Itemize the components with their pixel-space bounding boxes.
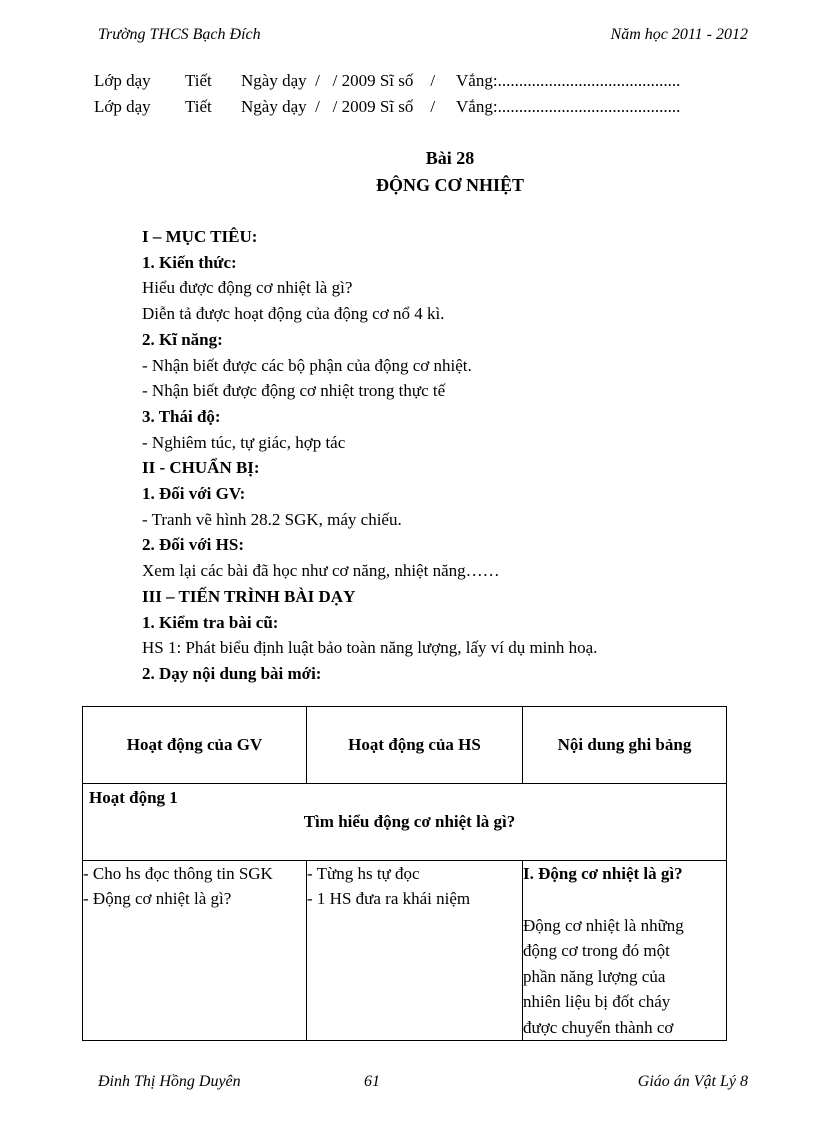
text-line: - Nhận biết được các bộ phận của động cơ nhiệt. xyxy=(142,355,472,375)
gv-activity-cell xyxy=(83,861,307,1041)
class-label: Lớp dạy xyxy=(94,71,151,90)
hs-activity-cell xyxy=(307,861,523,1041)
content-line: Động cơ nhiệt là những xyxy=(523,915,684,935)
header-year: Năm học 2011 - 2012 xyxy=(610,26,748,43)
footer-author: Đinh Thị Hồng Duyên xyxy=(98,1073,241,1090)
subsection-heading: 1. Đối với GV: xyxy=(142,484,246,504)
class-details: Ngày dạy / / 2009 Sĩ số / Vắng:........................................... xyxy=(241,97,681,116)
class-row xyxy=(94,71,680,91)
board-content-cell xyxy=(523,861,727,1041)
content-line: động cơ trong đó một xyxy=(523,941,670,960)
list-item: - Từng hs tự đọc xyxy=(307,864,420,883)
text-line: - Nghiêm túc, tự giác, hợp tác xyxy=(142,432,346,452)
column-header-content: Nội dung ghi bảng xyxy=(523,707,727,784)
subsection-heading: 1. Kiến thức: xyxy=(142,252,237,272)
section-heading: I – MỤC TIÊU: xyxy=(142,227,258,246)
content-line: phần năng lượng của xyxy=(523,966,666,986)
lesson-title: ĐỘNG CƠ NHIỆT xyxy=(375,175,525,195)
subsection-heading: 2. Dạy nội dung bài mới: xyxy=(142,663,322,683)
period-label: Tiết xyxy=(185,97,212,116)
lesson-table xyxy=(82,706,727,1041)
content-line: nhiên liệu bị đốt cháy xyxy=(523,992,671,1011)
class-row xyxy=(94,97,680,117)
section-heading: III – TIẾN TRÌNH BÀI DẠY xyxy=(142,586,356,606)
subsection-heading: 2. Đối với HS: xyxy=(142,535,244,555)
activity-title: Tìm hiểu động cơ nhiệt là gì? xyxy=(303,812,516,831)
content-line: được chuyển thành cơ xyxy=(523,1017,674,1037)
content-heading: I. Động cơ nhiệt là gì? xyxy=(523,864,683,883)
text-line: - Nhận biết được động cơ nhiệt trong thực tế xyxy=(142,381,446,401)
section-heading: II - CHUẨN BỊ: xyxy=(142,458,260,478)
text-line: Xem lại các bài đã học như cơ năng, nhiệt năng…… xyxy=(142,561,500,581)
subsection-heading: 3. Thái độ: xyxy=(142,406,221,426)
table-header-row xyxy=(83,707,727,784)
class-details: Ngày dạy / / 2009 Sĩ số / Vắng:........................................... xyxy=(241,71,681,90)
column-header-hs: Hoạt động của HS xyxy=(307,707,523,784)
list-item: - 1 HS đưa ra khái niệm xyxy=(307,889,471,908)
period-label: Tiết xyxy=(185,71,212,90)
header-school: Trường THCS Bạch Đích xyxy=(98,26,261,43)
table-row xyxy=(83,861,727,1041)
column-header-gv: Hoạt động của GV xyxy=(83,707,307,784)
activity-label: Hoạt động 1 xyxy=(89,788,178,807)
text-line: HS 1: Phát biểu định luật bảo toàn năng lượng, lấy ví dụ minh hoạ. xyxy=(142,638,598,658)
spacer xyxy=(523,887,726,913)
list-item: - Động cơ nhiệt là gì? xyxy=(83,889,232,908)
activity-cell xyxy=(83,784,727,861)
text-line: Hiểu được động cơ nhiệt là gì? xyxy=(142,278,353,298)
text-line: Diễn tả được hoạt động của động cơ nổ 4 kì. xyxy=(142,304,445,324)
lesson-number: Bài 28 xyxy=(425,148,475,168)
lesson-objectives xyxy=(142,224,742,687)
text-line: - Tranh vẽ hình 28.2 SGK, máy chiếu. xyxy=(142,509,402,529)
list-item: - Cho hs đọc thông tin SGK xyxy=(83,864,273,883)
footer-page-number: 61 xyxy=(364,1073,380,1090)
activity-row xyxy=(83,784,727,861)
class-label: Lớp dạy xyxy=(94,97,151,116)
subsection-heading: 2. Kĩ năng: xyxy=(142,329,223,349)
subsection-heading: 1. Kiểm tra bài cũ: xyxy=(142,612,279,632)
footer-subject: Giáo án Vật Lý 8 xyxy=(637,1073,748,1090)
